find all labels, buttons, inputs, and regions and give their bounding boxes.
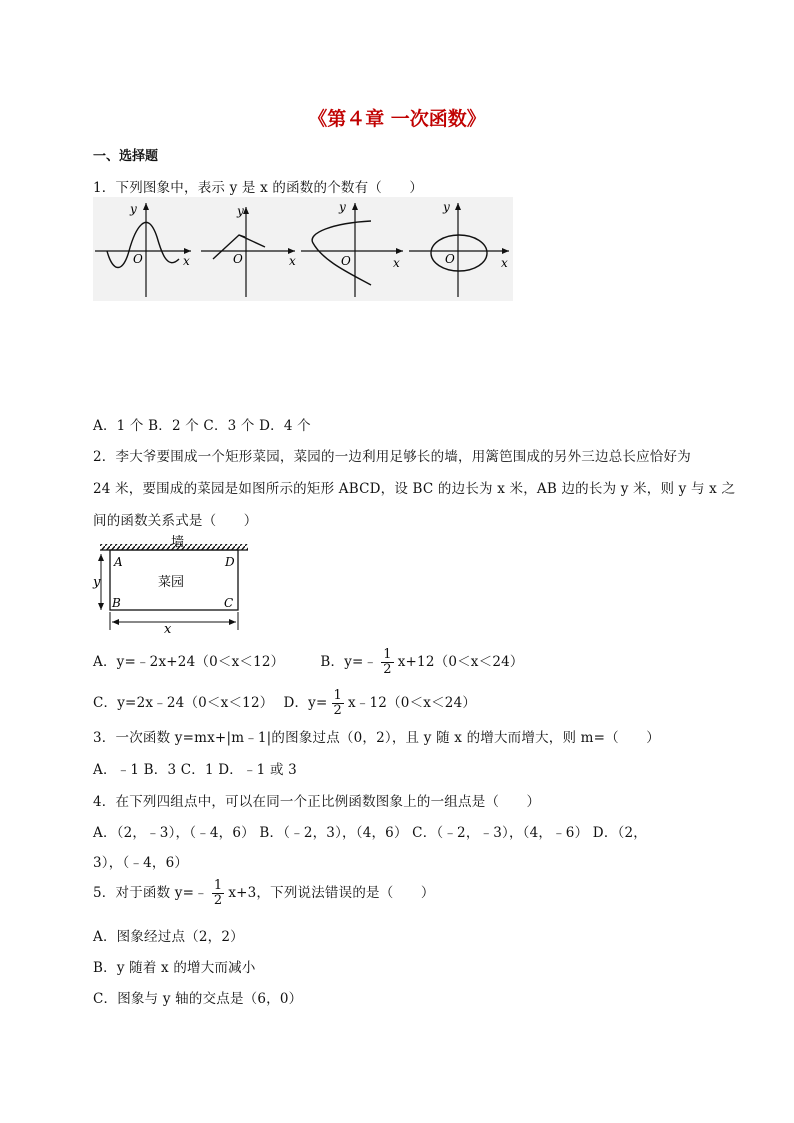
q2-options-row-2	[93, 689, 476, 718]
q1-g1-y-label: y	[130, 202, 137, 216]
q2-option-b-suffix: x+12（0＜x＜24）	[397, 654, 524, 670]
q1-g2-origin: O	[233, 252, 243, 266]
q2-garden-figure	[90, 534, 260, 634]
page-title: 《第４章 一次函数》	[308, 108, 486, 130]
garden-label: 菜园	[158, 575, 185, 590]
x-dimension-label: x	[164, 622, 172, 634]
q5-option-b: B．y 随着 x 的增大而减小	[93, 960, 256, 976]
q1-stem: 1．下列图象中，表示 y 是 x 的函数的个数有（ ）	[93, 180, 424, 196]
wall-label: 墙	[171, 535, 185, 550]
vertex-c-label: C	[224, 596, 234, 610]
q2-option-d-prefix: D．y=	[283, 695, 328, 711]
q4-options-line-2: 3），（﹣4，6）	[93, 855, 189, 871]
q2-option-d-fraction	[332, 689, 344, 718]
q5-option-c: C．图象与 y 轴的交点是（6，0）	[93, 991, 303, 1007]
fraction-denominator: 2	[333, 703, 342, 718]
fraction-numerator: 1	[383, 647, 392, 662]
q2-stem-line-2: 24 米，要围成的菜园是如图所示的矩形 ABCD，设 BC 的边长为 x 米，AB 边的长为 y 米，则 y 与 x 之	[93, 481, 736, 497]
q1-graphs-figure	[93, 197, 513, 301]
q2-option-c: C．y=2x﹣24（0＜x＜12）	[93, 695, 274, 711]
y-dimension-label: y	[93, 575, 101, 590]
q1-g3-y-label: y	[339, 200, 346, 214]
q3-options: A．﹣1 B．3 C．1 D．﹣1 或 3	[93, 762, 297, 778]
q1-g2-y-label: y	[237, 204, 244, 218]
q1-g1-x-label: x	[183, 254, 190, 268]
q1-g2-x-label: x	[289, 254, 296, 268]
q5-option-a: A．图象经过点（2，2）	[93, 929, 244, 945]
q5-fraction	[212, 879, 224, 908]
fraction-numerator: 1	[333, 688, 342, 703]
q1-g4-origin: O	[445, 252, 455, 266]
q2-option-d-suffix: x﹣12（0＜x＜24）	[347, 695, 477, 711]
vertex-a-label: A	[114, 555, 123, 569]
section-heading: 一、选择题	[93, 149, 159, 164]
q1-g3-x-label: x	[393, 256, 400, 270]
q3-stem: 3．一次函数 y=mx+|m﹣1|的图象过点（0，2），且 y 随 x 的增大而增大，则 m=（ ）	[93, 730, 660, 746]
fraction-numerator: 1	[213, 878, 223, 893]
q4-stem: 4．在下列四组点中，可以在同一个正比例函数图象上的一组点是（ ）	[93, 794, 541, 810]
q1-g4-x-label: x	[501, 256, 508, 270]
fraction-denominator: 2	[383, 662, 392, 677]
q4-options-line-1: A．（2，﹣3），（﹣4，6） B．（﹣2，3），（4，6） C．（﹣2，﹣3），（4，﹣6） D．（2，	[93, 825, 647, 841]
vertex-b-label: B	[112, 596, 121, 610]
q1-g4-y-label: y	[443, 200, 450, 214]
q2-stem-line-1: 2．李大爷要围成一个矩形菜园，菜园的一边利用足够长的墙，用篱笆围成的另外三边总长应恰好为	[93, 449, 691, 465]
fraction-denominator: 2	[213, 893, 223, 908]
q2-option-b-prefix: B．y=﹣	[320, 654, 378, 670]
q5-stem-prefix: 5．对于函数 y=﹣	[93, 885, 208, 901]
q1-g3-origin: O	[341, 254, 351, 268]
q2-option-a: A．y=﹣2x+24（0＜x＜12）	[93, 654, 285, 670]
q2-stem-line-3: 间的函数关系式是（ ）	[93, 513, 258, 529]
q5-stem-suffix: x+3，下列说法错误的是（ ）	[228, 885, 435, 901]
q5-stem	[93, 879, 435, 908]
q2-option-b-fraction	[381, 648, 393, 677]
q2-options-row-1	[93, 648, 524, 677]
q1-options: A．1 个 B．2 个 C．3 个 D．4 个	[93, 418, 311, 434]
q1-g1-origin: O	[133, 252, 143, 266]
vertex-d-label: D	[225, 555, 235, 569]
